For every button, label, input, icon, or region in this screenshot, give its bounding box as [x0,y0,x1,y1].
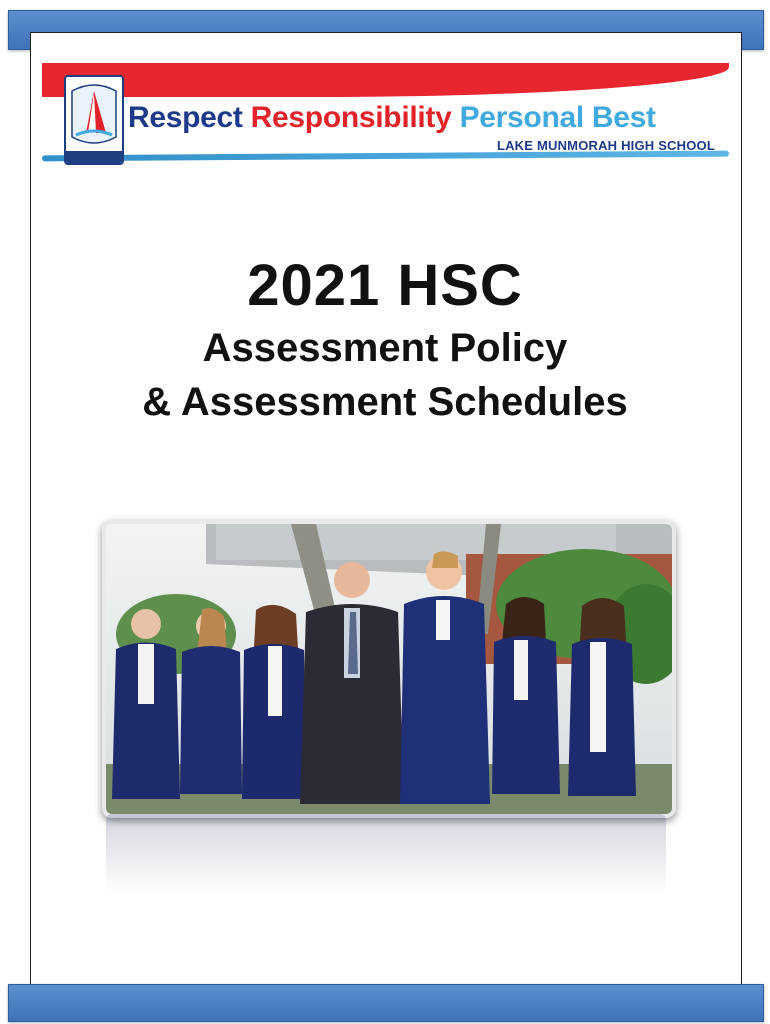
red-swoosh [42,63,729,97]
school-name: LAKE MUNMORAH HIGH SCHOOL [496,138,715,153]
document-title-policy: Assessment Policy [202,326,568,370]
bottom-blue-bar [8,984,764,1022]
document-title-year: 2021 HSC [247,253,523,318]
school-banner [42,63,729,169]
motto-respect: Respect [128,101,243,134]
school-motto [128,101,656,135]
motto-personal-best: Personal Best [459,101,656,134]
school-crest-logo [64,75,124,165]
photo-reflection [106,814,666,894]
group-photo [102,520,676,818]
document-title-schedules: & Assessment Schedules [142,380,628,424]
motto-responsibility: Responsibility [250,101,452,134]
